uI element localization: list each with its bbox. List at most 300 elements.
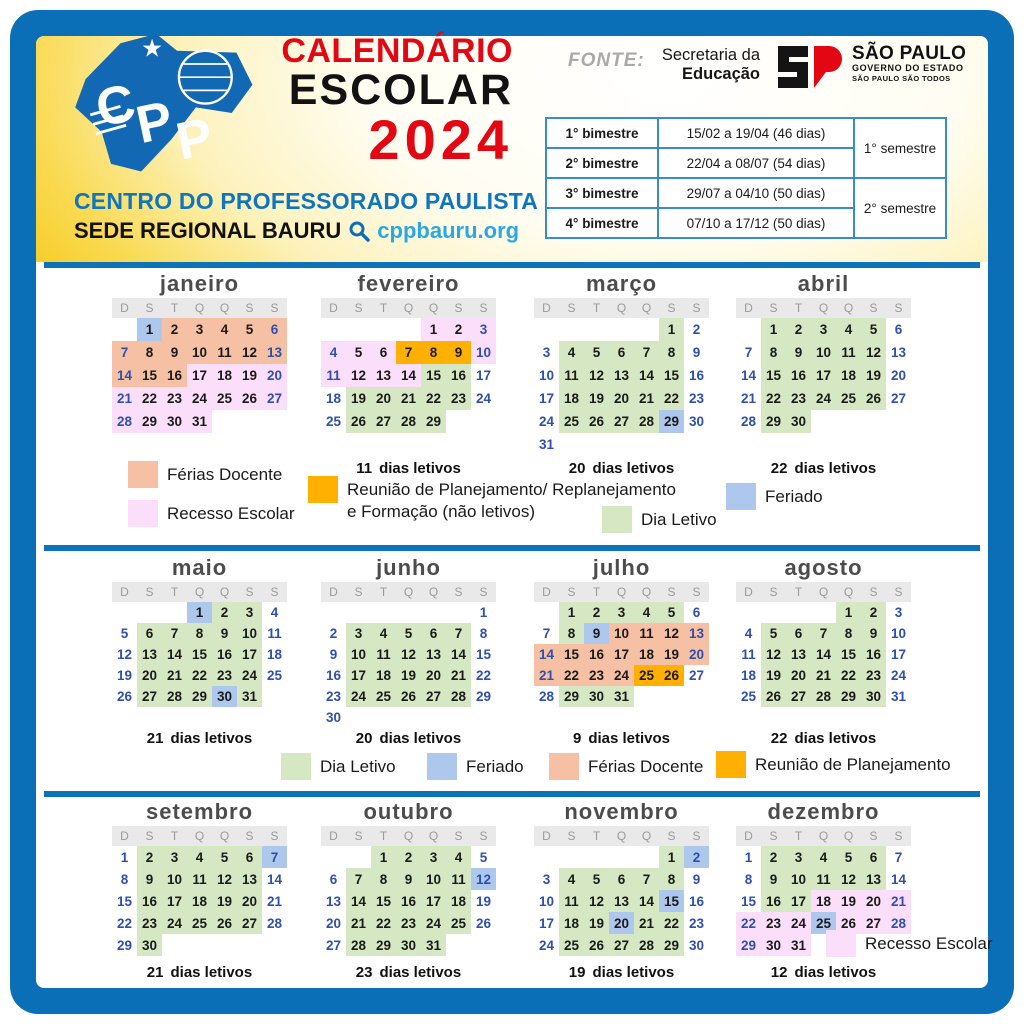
day-cell: 1 xyxy=(120,849,129,865)
day-cell: 15 xyxy=(475,647,492,662)
week-row xyxy=(112,410,287,433)
day-cell: 24 xyxy=(162,912,187,934)
day-cell: 9 xyxy=(761,868,786,890)
day-cell: 22 xyxy=(659,387,684,410)
empty-cell xyxy=(346,318,371,341)
weekday-header: S xyxy=(894,585,903,599)
day-cell: 1 xyxy=(371,846,396,868)
empty-cell xyxy=(396,707,421,728)
dias-letivos-count: 9 dias letivos xyxy=(572,730,671,747)
day-cell: 27 xyxy=(688,668,705,683)
weekday-header-row xyxy=(534,582,709,602)
day-cell: 19 xyxy=(475,893,492,909)
empty-cell xyxy=(371,602,396,623)
weekday-header: Q xyxy=(194,301,205,315)
dias-letivos-count: 20 dias letivos xyxy=(568,460,675,477)
day-cell: 29 xyxy=(559,686,584,707)
day-cell: 16 xyxy=(688,893,705,909)
day-cell: 14 xyxy=(346,890,371,912)
week-row xyxy=(534,433,709,456)
day-cell: 28 xyxy=(886,912,911,934)
day-cell: 11 xyxy=(836,341,861,364)
day-cell: 21 xyxy=(266,893,283,909)
week-row xyxy=(736,623,911,644)
day-cell: 24 xyxy=(786,912,811,934)
day-cell: 9 xyxy=(861,623,886,644)
day-cell: 4 xyxy=(187,846,212,868)
empty-cell xyxy=(634,686,659,707)
day-cell: 11 xyxy=(559,364,584,387)
dias-letivos-count: 21 dias letivos xyxy=(146,730,253,747)
secretaria-line2: Educação xyxy=(682,64,760,83)
week-row xyxy=(736,644,911,665)
week-row xyxy=(112,387,287,410)
weekday-header: S xyxy=(145,585,154,599)
weekday-header: D xyxy=(329,585,338,599)
dias-letivos-count: 20 dias letivos xyxy=(355,730,462,747)
weekday-header: S xyxy=(667,301,676,315)
empty-cell xyxy=(237,934,262,956)
week-row xyxy=(534,602,709,623)
day-cell: 11 xyxy=(634,623,659,644)
weekday-header: Q xyxy=(219,585,230,599)
weekday-header: T xyxy=(379,301,388,315)
bimestre-period: 07/10 a 17/12 (50 dias) xyxy=(658,208,854,238)
weekday-header: S xyxy=(270,829,279,843)
week-row xyxy=(534,890,709,912)
week-row xyxy=(534,387,709,410)
bimestre-period: 29/07 a 04/10 (50 dias) xyxy=(658,178,854,208)
weekday-header-row xyxy=(321,826,496,846)
day-cell: 11 xyxy=(811,868,836,890)
day-cell: 29 xyxy=(475,689,492,704)
day-cell: 18 xyxy=(836,364,861,387)
day-cell: 5 xyxy=(584,341,609,364)
day-cell: 17 xyxy=(890,647,907,662)
day-cell: 5 xyxy=(836,846,861,868)
day-cell: 10 xyxy=(890,626,907,641)
weekday-header: S xyxy=(270,301,279,315)
day-cell: 20 xyxy=(609,912,634,934)
week-row xyxy=(112,912,287,934)
day-cell: 30 xyxy=(212,686,237,707)
empty-cell xyxy=(861,410,886,433)
day-cell: 19 xyxy=(861,364,886,387)
day-cell: 15 xyxy=(559,644,584,665)
weekday-header: T xyxy=(592,301,601,315)
day-cell: 28 xyxy=(396,410,421,433)
day-cell: 29 xyxy=(187,686,212,707)
legend-swatch xyxy=(128,500,158,527)
day-cell: 6 xyxy=(609,341,634,364)
empty-cell xyxy=(811,410,836,433)
week-row xyxy=(112,846,287,868)
day-cell: 3 xyxy=(421,846,446,868)
weekday-header: D xyxy=(329,829,338,843)
day-cell: 15 xyxy=(137,364,162,387)
day-cell: 10 xyxy=(609,623,634,644)
day-cell: 19 xyxy=(346,387,371,410)
day-cell: 16 xyxy=(325,668,342,683)
weekday-header: Q xyxy=(194,585,205,599)
legend-label: Férias Docente xyxy=(167,465,283,484)
legend-dezembro xyxy=(826,930,993,957)
week-row xyxy=(112,868,287,890)
day-cell: 9 xyxy=(786,341,811,364)
day-cell: 10 xyxy=(187,341,212,364)
day-cell: 24 xyxy=(187,387,212,410)
day-cell: 18 xyxy=(371,665,396,686)
legend-row1-3 xyxy=(602,506,717,533)
day-cell: 19 xyxy=(761,665,786,686)
weekday-header: S xyxy=(479,585,488,599)
day-cell: 17 xyxy=(538,915,555,931)
weeks-grid xyxy=(321,318,496,456)
day-cell: 20 xyxy=(861,890,886,912)
weekday-header: S xyxy=(769,301,778,315)
day-cell: 7 xyxy=(634,868,659,890)
day-cell: 6 xyxy=(137,623,162,644)
weekday-header: S xyxy=(454,585,463,599)
day-cell: 17 xyxy=(811,364,836,387)
empty-cell xyxy=(262,410,287,433)
day-cell: 31 xyxy=(421,934,446,956)
day-cell: 8 xyxy=(659,341,684,364)
week-row xyxy=(112,934,287,956)
week-row xyxy=(321,846,496,868)
legend-row2-2 xyxy=(549,753,703,780)
day-cell: 29 xyxy=(736,934,761,956)
day-cell: 14 xyxy=(890,871,907,887)
section-divider xyxy=(44,262,980,268)
day-cell: 28 xyxy=(112,410,137,433)
month-title: abril xyxy=(797,271,850,296)
day-cell: 13 xyxy=(609,364,634,387)
day-cell: 22 xyxy=(659,912,684,934)
day-cell: 21 xyxy=(634,912,659,934)
weekday-header: Q xyxy=(219,301,230,315)
weeks-grid xyxy=(736,318,911,456)
empty-cell xyxy=(584,433,609,456)
week-row xyxy=(736,846,911,868)
day-cell: 7 xyxy=(542,626,551,641)
day-cell: 9 xyxy=(396,868,421,890)
day-cell: 26 xyxy=(237,387,262,410)
empty-cell xyxy=(534,318,559,341)
day-cell: 23 xyxy=(396,912,421,934)
weekday-header: Q xyxy=(616,585,627,599)
weekday-header: Q xyxy=(843,301,854,315)
day-cell: 24 xyxy=(890,668,907,683)
day-cell: 12 xyxy=(836,868,861,890)
weekday-header: T xyxy=(170,301,179,315)
day-cell: 21 xyxy=(346,912,371,934)
day-cell: 2 xyxy=(861,602,886,623)
day-cell: 20 xyxy=(262,364,287,387)
weekday-header-row xyxy=(112,826,287,846)
weekday-header: S xyxy=(567,585,576,599)
week-row xyxy=(112,318,287,341)
week-row xyxy=(112,623,287,644)
day-cell: 30 xyxy=(137,934,162,956)
day-cell: 16 xyxy=(786,364,811,387)
day-cell: 27 xyxy=(237,912,262,934)
semester-label: 1° semestre xyxy=(854,118,946,178)
weekday-header: S xyxy=(245,829,254,843)
month-title: janeiro xyxy=(159,271,240,296)
day-cell: 2 xyxy=(584,602,609,623)
empty-cell xyxy=(684,433,709,456)
weekday-header: S xyxy=(479,301,488,315)
day-cell: 20 xyxy=(890,368,907,383)
day-cell: 28 xyxy=(811,686,836,707)
day-cell: 13 xyxy=(890,345,907,360)
day-cell: 20 xyxy=(421,665,446,686)
day-cell: 30 xyxy=(761,934,786,956)
week-row xyxy=(112,665,287,686)
day-cell: 4 xyxy=(559,868,584,890)
week-row xyxy=(534,686,709,707)
gov-sub2: SÃO PAULO SÃO TODOS xyxy=(852,74,951,84)
day-cell: 3 xyxy=(471,318,496,341)
day-cell: 30 xyxy=(584,686,609,707)
empty-cell xyxy=(162,934,187,956)
day-cell: 8 xyxy=(371,868,396,890)
day-cell: 2 xyxy=(761,846,786,868)
day-cell: 9 xyxy=(137,868,162,890)
weekday-header: D xyxy=(542,585,551,599)
day-cell: 1 xyxy=(187,602,212,623)
day-cell: 11 xyxy=(267,626,282,641)
legend-row2-0 xyxy=(281,753,396,780)
day-cell: 27 xyxy=(262,387,287,410)
weekday-header: Q xyxy=(403,585,414,599)
day-cell: 19 xyxy=(212,890,237,912)
day-cell: 1 xyxy=(744,849,753,865)
day-cell: 3 xyxy=(237,602,262,623)
month-fevereiro xyxy=(321,272,496,477)
day-cell: 18 xyxy=(634,644,659,665)
secretaria-line1: Secretaria da xyxy=(661,46,760,64)
day-cell: 28 xyxy=(634,934,659,956)
day-cell: 25 xyxy=(187,912,212,934)
weekday-header: T xyxy=(170,585,179,599)
day-cell: 29 xyxy=(116,937,133,953)
day-cell: 8 xyxy=(479,626,488,641)
day-cell: 4 xyxy=(744,626,753,641)
day-cell: 10 xyxy=(538,893,555,909)
day-cell: 31 xyxy=(237,686,262,707)
day-cell: 24 xyxy=(538,937,555,953)
day-cell: 25 xyxy=(634,665,659,686)
empty-cell xyxy=(187,934,212,956)
day-cell: 21 xyxy=(446,665,471,686)
svg-text:P: P xyxy=(131,90,178,156)
day-cell: 4 xyxy=(371,623,396,644)
day-cell: 31 xyxy=(538,437,555,452)
day-cell: 29 xyxy=(371,934,396,956)
website-link[interactable]: cppbauru.org xyxy=(377,218,520,243)
svg-text:P: P xyxy=(171,106,218,172)
empty-cell xyxy=(396,602,421,623)
day-cell: 4 xyxy=(446,846,471,868)
weekday-header: S xyxy=(479,829,488,843)
day-cell: 3 xyxy=(346,623,371,644)
day-cell: 13 xyxy=(786,644,811,665)
day-cell: 15 xyxy=(116,893,133,909)
empty-cell xyxy=(237,410,262,433)
weekday-header: T xyxy=(592,829,601,843)
empty-cell xyxy=(811,602,836,623)
day-cell: 26 xyxy=(396,686,421,707)
day-cell: 11 xyxy=(559,890,584,912)
day-cell: 27 xyxy=(861,912,886,934)
weekday-header: Q xyxy=(843,585,854,599)
day-cell: 4 xyxy=(270,605,279,620)
section-divider xyxy=(44,545,980,551)
day-cell: 20 xyxy=(237,890,262,912)
weekday-header: Q xyxy=(641,585,652,599)
day-cell: 27 xyxy=(609,410,634,433)
day-cell: 12 xyxy=(237,341,262,364)
weekday-header: T xyxy=(794,585,803,599)
week-row xyxy=(112,644,287,665)
month-title: setembro xyxy=(145,799,254,824)
day-cell: 2 xyxy=(692,322,701,337)
day-cell: 29 xyxy=(836,686,861,707)
empty-cell xyxy=(421,602,446,623)
empty-cell xyxy=(262,686,287,707)
weekday-header: D xyxy=(744,301,753,315)
day-cell: 14 xyxy=(446,644,471,665)
day-cell: 21 xyxy=(811,665,836,686)
day-cell: 17 xyxy=(786,890,811,912)
week-row xyxy=(112,890,287,912)
empty-cell xyxy=(212,410,237,433)
day-cell: 17 xyxy=(162,890,187,912)
weekday-header: S xyxy=(769,829,778,843)
empty-cell xyxy=(559,318,584,341)
day-cell: 31 xyxy=(187,410,212,433)
day-cell: 27 xyxy=(786,686,811,707)
empty-cell xyxy=(634,318,659,341)
weekday-header: S xyxy=(869,301,878,315)
day-cell: 4 xyxy=(559,341,584,364)
day-cell: 6 xyxy=(786,623,811,644)
week-row xyxy=(321,912,496,934)
week-row xyxy=(112,364,287,387)
month-abril xyxy=(736,272,911,477)
month-março xyxy=(534,272,709,477)
day-cell: 17 xyxy=(475,368,492,383)
empty-cell xyxy=(886,410,911,433)
day-cell: 21 xyxy=(740,391,757,406)
day-cell: 30 xyxy=(786,410,811,433)
day-cell: 18 xyxy=(212,364,237,387)
day-cell: 17 xyxy=(187,364,212,387)
day-cell: 17 xyxy=(346,665,371,686)
day-cell: 30 xyxy=(688,937,705,953)
weekday-header-row xyxy=(534,826,709,846)
day-cell: 23 xyxy=(786,387,811,410)
week-row xyxy=(736,341,911,364)
day-cell: 1 xyxy=(137,318,162,341)
day-cell: 21 xyxy=(112,387,137,410)
day-cell: 11 xyxy=(446,868,471,890)
week-row xyxy=(321,686,496,707)
weekday-header: Q xyxy=(641,829,652,843)
day-cell: 23 xyxy=(325,689,342,704)
day-cell: 7 xyxy=(811,623,836,644)
week-row xyxy=(534,912,709,934)
svg-text:C: C xyxy=(90,72,141,139)
day-cell: 25 xyxy=(559,410,584,433)
week-row xyxy=(736,868,911,890)
day-cell: 29 xyxy=(659,934,684,956)
day-cell: 12 xyxy=(116,647,133,662)
empty-cell xyxy=(371,707,396,728)
weekday-header: Q xyxy=(194,829,205,843)
day-cell: 8 xyxy=(421,341,446,364)
day-cell: 18 xyxy=(811,890,836,912)
day-cell: 10 xyxy=(421,868,446,890)
empty-cell xyxy=(446,410,471,433)
week-row xyxy=(321,410,496,433)
week-row xyxy=(321,318,496,341)
month-title: novembro xyxy=(564,799,679,824)
day-cell: 10 xyxy=(538,368,555,383)
day-cell: 15 xyxy=(421,364,446,387)
day-cell: 7 xyxy=(744,345,753,360)
day-cell: 16 xyxy=(446,364,471,387)
day-cell: 12 xyxy=(861,341,886,364)
day-cell: 4 xyxy=(634,602,659,623)
day-cell: 29 xyxy=(137,410,162,433)
weekday-header: S xyxy=(869,829,878,843)
day-cell: 7 xyxy=(634,341,659,364)
day-cell: 21 xyxy=(162,665,187,686)
day-cell: 28 xyxy=(634,410,659,433)
empty-cell xyxy=(559,846,584,868)
semester-label: 2° semestre xyxy=(854,178,946,238)
legend-row2-3 xyxy=(716,751,951,778)
week-row xyxy=(534,868,709,890)
day-cell: 5 xyxy=(237,318,262,341)
weekday-header: S xyxy=(692,829,701,843)
empty-cell xyxy=(736,318,761,341)
day-cell: 7 xyxy=(262,846,287,868)
day-cell: 23 xyxy=(446,387,471,410)
day-cell: 27 xyxy=(421,686,446,707)
day-cell: 2 xyxy=(162,318,187,341)
empty-cell xyxy=(471,934,496,956)
empty-cell xyxy=(609,318,634,341)
gov-sub1: GOVERNO DO ESTADO xyxy=(852,62,964,73)
legend-label: Reunião de Planejamento xyxy=(755,755,951,774)
dias-letivos-count: 12 dias letivos xyxy=(770,964,877,981)
cpp-logo xyxy=(62,22,260,188)
empty-cell xyxy=(112,318,137,341)
empty-cell xyxy=(836,410,861,433)
legend-label: Férias Docente xyxy=(588,757,704,776)
legend-row2-1 xyxy=(427,753,524,780)
day-cell: 23 xyxy=(137,912,162,934)
day-cell: 9 xyxy=(692,871,701,887)
day-cell: 11 xyxy=(741,647,756,662)
empty-cell xyxy=(446,602,471,623)
day-cell: 1 xyxy=(659,846,684,868)
day-cell: 30 xyxy=(325,710,342,725)
